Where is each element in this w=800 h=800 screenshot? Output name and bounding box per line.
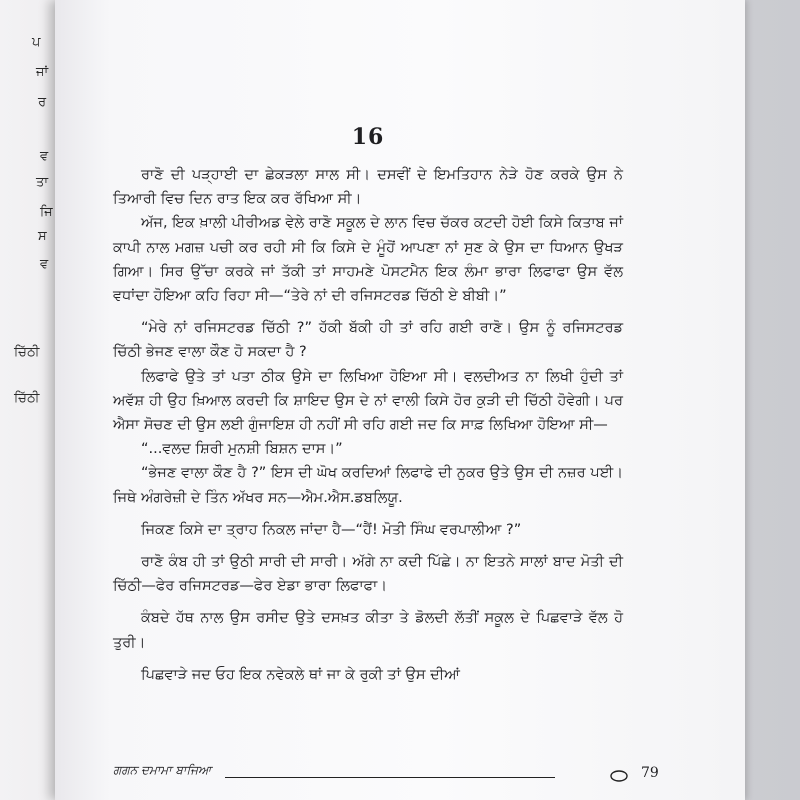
paragraph: “ਮੇਰੇ ਨਾਂ ਰਜਿਸਟਰਡ ਚਿੱਠੀ ?” ਹੱਕੀ ਬੱਕੀ ਹੀ ਤਾਂ ਰਹਿ ਗਈ ਰਾਣੋ। ਉਸ ਨੂੰ ਰਜਿਸਟਰਡ ਚਿੱਠੀ ਭੇਜਣ ਵਾਲਾ ਕੌਣ ਹੋ ਸਕਦਾ ਹੈ ? [113, 320, 623, 361]
page-content [113, 0, 659, 800]
paragraph: ਰਾਣੋ ਕੰਬ ਹੀ ਤਾਂ ਉਠੀ ਸਾਰੀ ਦੀ ਸਾਰੀ। ਅੱਗੇ ਨਾ ਕਦੀ ਪਿੱਛੇ। ਨਾ ਇਤਨੇ ਸਾਲਾਂ ਬਾਦ ਮੋਤੀ ਦੀ ਚਿੱਠੀ—ਫੇਰ ਰਜਿਸਟਰਡ—ਫੇਰ ਏਡਾ ਭਾਰਾ ਲਿਫਾਫਾ। [113, 554, 623, 595]
edge-fragment: ਰ [38, 95, 47, 110]
footer-rule [225, 777, 555, 778]
footer-ornament-icon [609, 769, 629, 782]
edge-fragment: ਵ [40, 149, 49, 164]
paragraph: ਜਿਕਣ ਕਿਸੇ ਦਾ ਤ੍ਰਾਹ ਨਿਕਲ ਜਾਂਦਾ ਹੈ—“ਹੈਂ! ਮੋਤੀ ਸਿੰਘ ਵਰਪਾਲੀਆ ?” [141, 521, 522, 538]
paragraph: ਕੰਬਦੇ ਹੱਥ ਨਾਲ ਉਸ ਰਸੀਦ ਉਤੇ ਦਸਖ਼ਤ ਕੀਤਾ ਤੇ ਡੋਲਦੀ ਲੱਤੀਂ ਸਕੂਲ ਦੇ ਪਿਛਵਾੜੇ ਵੱਲ ਹੋ ਤੁਰੀ। [113, 610, 623, 651]
edge-fragment: ਜਾਂ [36, 65, 49, 80]
edge-fragment: ਪ [32, 35, 41, 50]
edge-fragment: ਤਾ [36, 175, 49, 190]
chapter-number: 16 [351, 124, 385, 150]
paragraph: “...ਵਲਦ ਸ਼ਿਰੀ ਮੁਨਸ਼ੀ ਬਿਸ਼ਨ ਦਾਸ।” [141, 441, 343, 458]
paragraph: ਅੱਜ, ਇਕ ਖ਼ਾਲੀ ਪੀਰੀਅਡ ਵੇਲੇ ਰਾਣੋ ਸਕੂਲ ਦੇ ਲਾਨ ਵਿਚ ਚੱਕਰ ਕਟਦੀ ਹੋਈ ਕਿਸੇ ਕਿਤਾਬ ਜਾਂ ਕਾਪੀ ਨਾਲ ਮਗਜ਼ ਪਚੀ ਕਰ ਰਹੀ ਸੀ ਕਿ ਕਿਸੇ ਦੇ ਮੂੰਹੋਂ ਆਪਣਾ ਨਾਂ ਸੁਣ ਕੇ ਉਸ ਦਾ ਧਿਆਨ ਉਖੜ ਗਿਆ। ਸਿਰ ਉੱਚਾ ਕਰਕੇ ਜਾਂ ਤੱਕੀ ਤਾਂ ਸਾਹਮਣੇ ਪੋਸਟਮੈਨ ਇਕ ਲੰਮਾ ਭਾਰਾ ਲਿਫਾਫਾ ਉਸ ਵੱਲ ਵਧਾਂਦਾ ਹੋਇਆ ਕਹਿ ਰਿਹਾ ਸੀ—“ਤੇਰੇ ਨਾਂ ਦੀ ਰਜਿਸਟਰਡ ਚਿੱਠੀ ਏ ਬੀਬੀ।” [113, 215, 623, 305]
paragraph: ਲਿਫਾਫੇ ਉਤੇ ਤਾਂ ਪਤਾ ਠੀਕ ਉਸੇ ਦਾ ਲਿਖਿਆ ਹੋਇਆ ਸੀ। ਵਲਦੀਅਤ ਨਾ ਲਿਖੀ ਹੁੰਦੀ ਤਾਂ ਅਵੱਸ਼ ਹੀ ਉਹ ਖ਼ਿਆਲ ਕਰਦੀ ਕਿ ਸ਼ਾਇਦ ਉਸ ਦੇ ਨਾਂ ਵਾਲੀ ਕਿਸੇ ਹੋਰ ਕੁੜੀ ਦੀ ਚਿੱਠੀ ਹੋਵੇਗੀ। ਪਰ ਐਸਾ ਸੋਚਣ ਦੀ ਉਸ ਲਈ ਗੁੰਜਾਇਸ਼ ਹੀ ਨਹੀਂ ਸੀ ਰਹਿ ਗਈ ਜਦ ਕਿ ਸਾਫ਼ ਲਿਖਿਆ ਹੋਇਆ ਸੀ— [113, 368, 623, 434]
edge-fragment: ਵ [40, 257, 49, 272]
paragraph: “ਭੇਜਣ ਵਾਲਾ ਕੌਣ ਹੈ ?” ਇਸ ਦੀ ਘੋਖ ਕਰਦਿਆਂ ਲਿਫਾਫੇ ਦੀ ਨੁਕਰ ਉਤੇ ਉਸ ਦੀ ਨਜ਼ਰ ਪਈ। ਜਿਥੇ ਅੰਗਰੇਜ਼ੀ ਦੇ ਤਿੰਨ ਅੱਖਰ ਸਨ—ਐਮ.ਐਸ.ਡਬਲਿਯੂ. [113, 465, 623, 506]
paragraph: ਰਾਣੋ ਦੀ ਪੜ੍ਹਾਈ ਦਾ ਛੇਕੜਲਾ ਸਾਲ ਸੀ। ਦਸਵੀਂ ਦੇ ਇਮਤਿਹਾਨ ਨੇੜੇ ਹੋਣ ਕਰਕੇ ਉਸ ਨੇ ਤਿਆਰੀ ਵਿਚ ਦਿਨ ਰਾਤ ਇਕ ਕਰ ਰੱਖਿਆ ਸੀ। [113, 167, 623, 208]
edge-fragment: ਸ [38, 229, 47, 244]
page-number: 79 [641, 765, 659, 781]
paragraph: ਪਿਛਵਾੜੇ ਜਦ ਓਹ ਇਕ ਨਵੇਕਲੇ ਥਾਂ ਜਾ ਕੇ ਰੁਕੀ ਤਾਂ ਉਸ ਦੀਆਂ [141, 666, 460, 683]
body-text [113, 163, 623, 687]
edge-fragment: ਜਿ [40, 205, 53, 220]
edge-fragment: ਚਿੱਠੀ [14, 391, 40, 406]
running-title: ਗਗਨ ਦਮਾਮਾ ਬਾਜਿਆ [113, 763, 212, 777]
edge-fragment: ਚਿੱਠੀ [14, 345, 40, 360]
page-footer [113, 763, 659, 787]
book-page [55, 0, 745, 800]
